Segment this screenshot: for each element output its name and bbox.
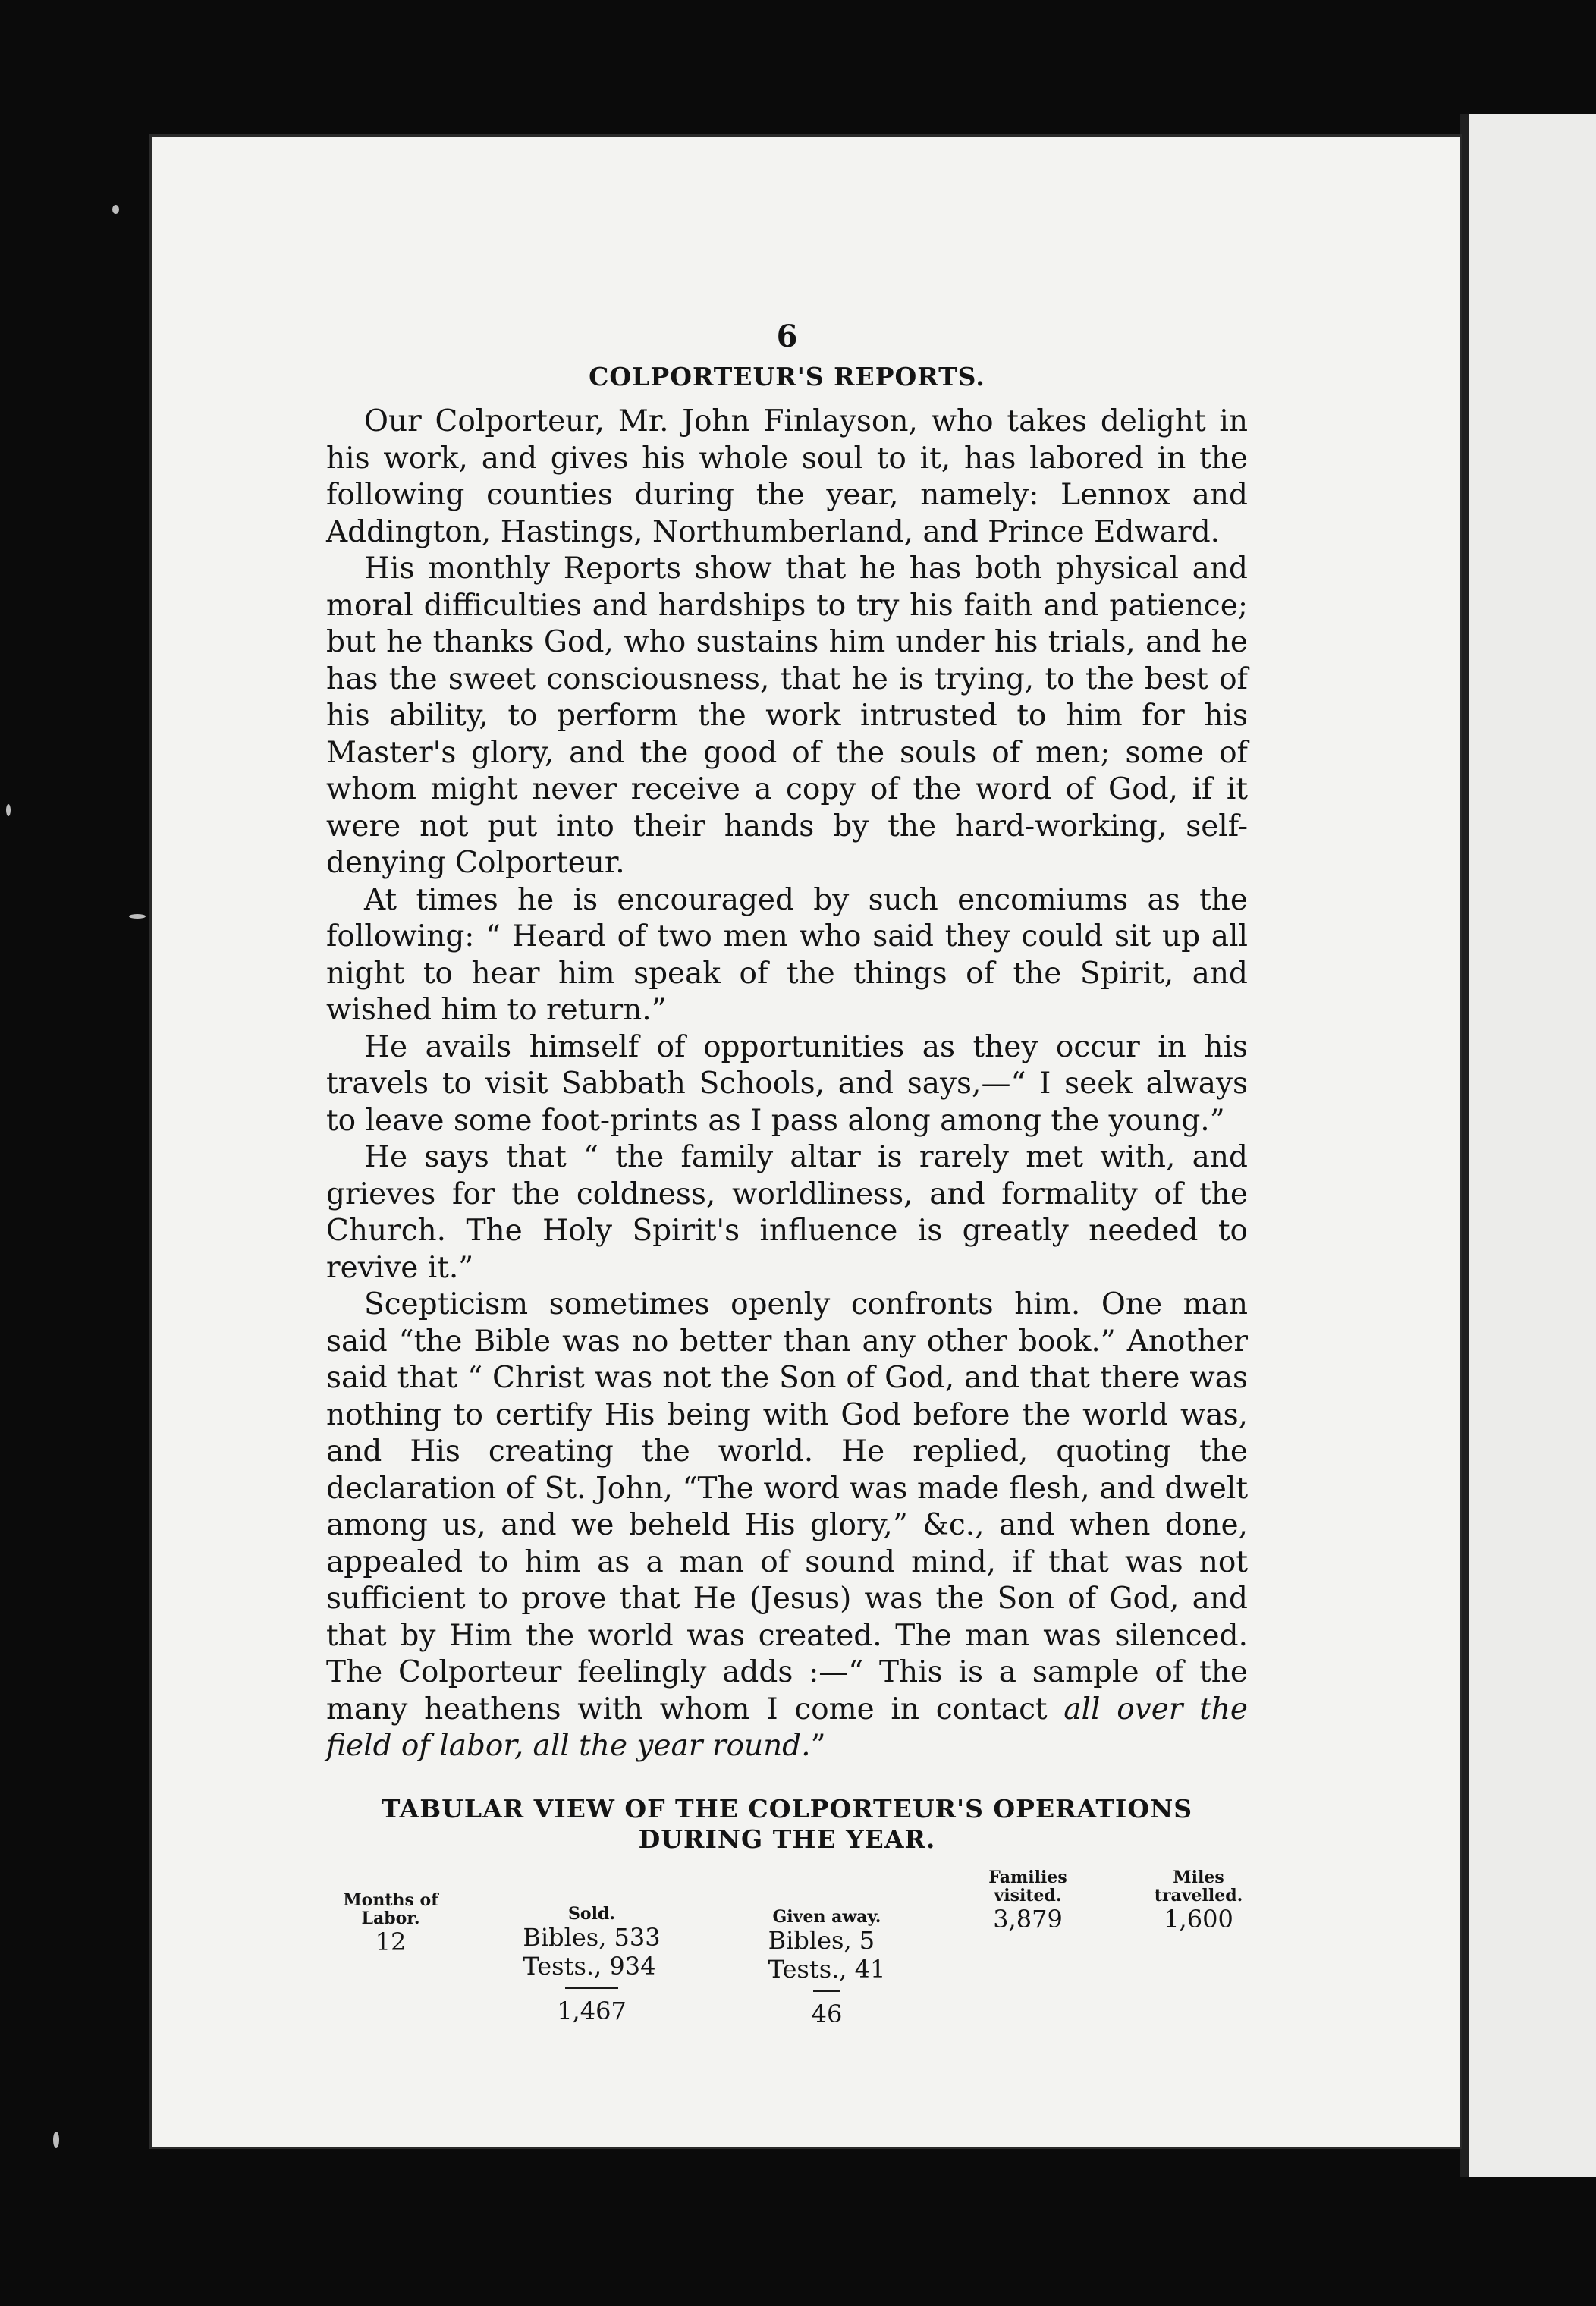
scan-speck [112,205,119,214]
column-header: travelled. [1154,1885,1243,1905]
table-title-line: TABULAR VIEW OF THE COLPORTEUR'S OPERATIONS [381,1793,1193,1824]
paragraph [326,1287,1248,1765]
page-number: 6 [776,319,798,354]
paragraph: His monthly Reports show that he has both physical and moral difficulties and hardships to try his faith and patience; but he thanks God, who sustains him under his trials, and he has the sweet consciousness, that he is trying, to the best of his ability, to perform the work intrusted to him for his Master's glory, and the good of the souls of men; some of whom might never receive a copy of the word of God, if it were not put into their hands by the hard-working, self-denying Colporteur. [326,551,1248,880]
table-title [326,1794,1248,1855]
closing-quote: ” [810,1729,826,1763]
families-value: 3,879 [993,1904,1063,1934]
paragraph: At times he is encouraged by such encomiums as the following: “ Heard of two men who said they could sit up all night to hear him speak of the things of the Spirit, and wished him to return.” [326,882,1248,1027]
given-tests: Tests., 41 [768,1954,886,1984]
months-value: 12 [375,1927,407,1956]
miles-column [1138,1868,1259,1934]
book-spine [1460,114,1469,2177]
section-heading: COLPORTEUR'S REPORTS. [589,362,985,391]
sold-bibles: Bibles, 533 [523,1922,661,1952]
column-header: visited. [994,1885,1062,1905]
sum-rule [565,1987,618,1989]
page-content [326,319,1248,2058]
column-header: Miles [1173,1867,1224,1887]
operations-table [326,1861,1248,2058]
column-header: Labor. [361,1908,420,1928]
sold-tests: Tests., 934 [523,1951,656,1981]
sold-column [516,1905,668,2025]
sum-rule [813,1990,840,1992]
miles-value: 1,600 [1164,1904,1233,1934]
given-column [751,1908,903,2028]
scan-speck [6,804,11,816]
column-header: Given away. [772,1906,881,1927]
table-title-line: DURING THE YEAR. [638,1824,936,1854]
given-total: 46 [811,1999,843,2028]
column-header: Families [988,1867,1067,1887]
column-header: Months of [343,1890,438,1910]
column-header: Sold. [568,1903,615,1924]
paragraph-text: Scepticism sometimes openly confronts him. One man said “the Bible was no better than any other book.” Another said that “ Christ was not the Son of God, and that there was nothing to certify His being with God before the world was, and His creating the world. He replied, quoting the declaration of St. John, “The word was made flesh, and dwelt among us, and we beheld His glory,” &c., and when done, appealed to him as a man of sound mind, if that was not sufficient to prove that He (Jesus) was the Son of God, and that by Him the world was created. The man was silenced. The Colporteur feelingly adds :—“ This is a sample of the many heathens with whom I come in contact [326,1287,1248,1726]
paragraph: Our Colporteur, Mr. John Finlayson, who takes delight in his work, and gives his whole soul to it, has labored in the following counties during the year, namely: Lennox and Addington, Hastings, Northumberland, and Prince Edward. [326,404,1248,549]
italic-phrase: all over the field of labor, all the year round. [326,1692,1248,1763]
given-bibles: Bibles, 5 [768,1925,875,1955]
families-column [960,1868,1096,1934]
scan-speck [129,914,146,919]
sold-total: 1,467 [557,1996,627,2025]
facing-page-edge [1468,114,1596,2177]
paragraph: He avails himself of opportunities as they occur in his travels to visit Sabbath Schools, and says,—“ I seek always to leave some foot-prints as I pass along among the young.” [326,1029,1248,1138]
scan-speck [53,2132,59,2148]
months-column [334,1891,448,1956]
paragraph: He says that “ the family altar is rarely met with, and grieves for the coldness, worldliness, and formality of the Church. The Holy Spirit's influence is greatly needed to revive it.” [326,1140,1248,1285]
